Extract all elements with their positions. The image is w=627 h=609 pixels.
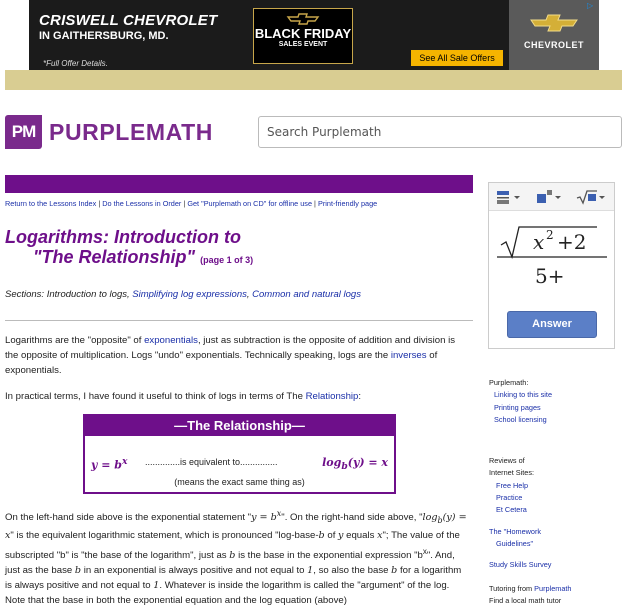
ad-see-offers-button[interactable]: See All Sale Offers xyxy=(411,50,503,66)
intro-paragraph xyxy=(5,333,467,379)
return-to-lessons-link[interactable]: Return to the Lessons Index xyxy=(5,199,97,208)
sidebar-purplemath xyxy=(489,377,552,426)
sidebar-tutoring xyxy=(489,583,571,608)
log-word: log xyxy=(322,456,342,469)
site-logo[interactable] xyxy=(5,115,213,149)
para-text: equals xyxy=(343,530,378,542)
math-expr: y xyxy=(338,530,344,542)
sidebar-survey xyxy=(489,559,551,571)
sidebar-link-linking[interactable]: Linking to this site xyxy=(494,390,553,400)
study-skills-survey-link[interactable]: Study Skills Survey xyxy=(489,560,552,569)
para-text: ". And, just as the base xyxy=(5,549,455,576)
ad-dealer-name: CRISWELL CHEVROLET xyxy=(39,12,218,29)
answer-button[interactable]: Answer xyxy=(507,311,597,338)
radical-tool-button[interactable] xyxy=(577,189,607,205)
breadcrumb xyxy=(5,199,377,208)
math-preview-exponent: 2 xyxy=(546,228,554,242)
math-expr: 1 xyxy=(153,580,160,592)
sidebar-link-et-cetera[interactable]: Et Cetera xyxy=(496,505,527,515)
math-expr: b xyxy=(391,564,398,576)
page-title-line2: "The Relationship" xyxy=(33,247,196,267)
chevrolet-bowtie-icon xyxy=(288,13,318,25)
square-root-icon xyxy=(577,189,607,205)
log-base: b xyxy=(341,461,348,473)
sidebar-link-free-help[interactable]: Free Help xyxy=(496,480,529,490)
chevrolet-logo-icon xyxy=(531,14,577,32)
relationship-box xyxy=(83,414,396,494)
sections-nav xyxy=(5,289,361,300)
ad-location: IN GAITHERSBURG, MD. xyxy=(39,30,169,42)
sidebar-link-printing[interactable]: Printing pages xyxy=(494,402,541,412)
fraction-template-icon xyxy=(497,189,523,205)
math-expr: b xyxy=(74,564,82,576)
para-text: of exponentials. xyxy=(5,350,438,377)
homework-guidelines-link[interactable]: The "Homework xyxy=(489,527,542,536)
relationship-heading: —The Relationship— xyxy=(85,416,394,436)
sidebar-link-practice[interactable]: Practice xyxy=(496,492,523,502)
power-tool-button[interactable] xyxy=(537,189,563,205)
exp-exponent: x xyxy=(121,456,128,467)
relationship-intro xyxy=(5,389,467,404)
math-sup: x xyxy=(276,509,282,518)
superscript-template-icon xyxy=(537,189,563,205)
tutoring-purplemath-link[interactable]: Purplemath xyxy=(534,584,572,593)
math-preview-x: x xyxy=(533,230,545,254)
math-expr: b xyxy=(318,530,325,542)
logarithmic-form xyxy=(322,456,388,472)
search-input[interactable] xyxy=(258,116,622,148)
para-text: : xyxy=(358,391,362,402)
purplemath-cd-link[interactable]: Get "Purplemath on CD" for offline use xyxy=(187,199,313,208)
simplifying-logs-link[interactable]: Simplifying log expressions xyxy=(132,289,247,300)
math-preview-plus: +2 xyxy=(557,230,587,254)
explanation-paragraph xyxy=(5,506,467,609)
sections-comma: , xyxy=(246,289,250,300)
log-rest: (y) = x xyxy=(347,456,388,469)
math-sub: b xyxy=(437,516,443,526)
para-text: of xyxy=(324,530,339,542)
homework-guidelines-link-cont[interactable]: Guidelines" xyxy=(496,539,534,549)
logo-mark: PM xyxy=(5,115,42,149)
math-expr: x xyxy=(377,530,383,542)
math-sup: x xyxy=(422,546,427,556)
math-expr: b xyxy=(229,549,236,561)
ad-fine-print[interactable]: *Full Offer Details. xyxy=(43,59,108,68)
exp-base: y = b xyxy=(91,458,122,472)
page-title xyxy=(5,227,253,270)
sidebar-label: Internet Sites: xyxy=(489,468,535,478)
print-friendly-link[interactable]: Print-friendly page xyxy=(317,199,378,208)
nav-bar xyxy=(5,175,473,193)
para-text: " is the equivalent logarithmic statement, which is pronounced "log-base- xyxy=(10,530,319,542)
para-text: , just as subtraction is the opposite of addition and division is the opposite of multiplication. Logs "undo" exponentials. Technically speaking, logs are the xyxy=(5,335,456,362)
math-expr: y = b xyxy=(251,512,277,524)
math-expr: 1 xyxy=(307,564,314,576)
sections-prefix: Sections: Introduction to logs, xyxy=(5,289,130,300)
para-text: , so also the base xyxy=(313,564,392,576)
math-expr: log xyxy=(422,512,438,524)
ad-event-sub: SALES EVENT xyxy=(278,41,328,48)
sidebar-reviews xyxy=(489,455,534,516)
exponential-form xyxy=(91,456,127,472)
tutoring-text: Tutoring from xyxy=(489,584,535,593)
ad-brand-name: CHEVROLET xyxy=(523,40,584,50)
logo-text: PURPLEMATH xyxy=(49,118,214,145)
page-of-label: (page 1 of 3) xyxy=(200,255,254,265)
breadcrumb-separator: | xyxy=(98,199,101,208)
ad-black-friday-badge xyxy=(253,8,353,64)
para-text: On the left-hand side above is the exponential statement " xyxy=(5,512,252,524)
local-tutor-text: Find a local math tutor xyxy=(489,596,562,606)
para-text: Logarithms are the "opposite" of xyxy=(5,335,145,346)
ad-choices-icon[interactable]: ▷ xyxy=(587,1,594,10)
para-text: ". On the right-hand side above, " xyxy=(281,512,423,524)
math-solver-widget xyxy=(488,182,615,349)
ad-event-title: BLACK FRIDAY xyxy=(254,26,352,41)
sidebar-homework xyxy=(489,526,541,551)
math-expr: (y) = x xyxy=(5,512,467,542)
relationship-subtext: (means the exact same thing as) xyxy=(174,477,305,487)
para-text: In practical terms, I have found it useful to think of logs in terms of The xyxy=(5,391,306,402)
section-divider xyxy=(5,320,473,321)
sidebar-label: Reviews of xyxy=(489,456,525,465)
breadcrumb-separator: | xyxy=(183,199,186,208)
sidebar-label: Purplemath: xyxy=(489,378,529,387)
para-text: "; The value of the subscripted "b" is "the base of the logarithm", just as xyxy=(5,530,460,561)
para-text: in an exponential is always positive and not equal to xyxy=(81,564,308,576)
relationship-link[interactable]: Relationship xyxy=(305,391,359,402)
math-preview xyxy=(497,223,607,293)
para-text: for a logarithm is always positive and not equal to xyxy=(5,564,462,592)
common-natural-logs-link[interactable]: Common and natural logs xyxy=(252,289,361,300)
ad-banner[interactable] xyxy=(29,0,599,70)
header-divider-bar xyxy=(5,70,622,90)
math-preview-denominator: 5+ xyxy=(535,264,565,288)
sidebar-link-licensing[interactable]: School licensing xyxy=(494,414,547,424)
para-text: . Whatever is inside the logarithm is called the "argument" of the log. Note that the base in both the exponential equation and the log equation (above) xyxy=(5,580,450,607)
lessons-in-order-link[interactable]: Do the Lessons in Order xyxy=(102,199,182,208)
template-tool-button[interactable] xyxy=(497,189,523,205)
exponentials-link[interactable]: exponentials xyxy=(144,335,198,346)
inverses-link[interactable]: inverses xyxy=(390,350,427,362)
equivalent-text: ..............is equivalent to............... xyxy=(145,457,278,467)
breadcrumb-separator: | xyxy=(314,199,316,208)
para-text: is the base in the exponential expression "b xyxy=(235,549,423,561)
ad-brand-panel xyxy=(509,0,599,70)
widget-toolbar xyxy=(489,183,614,211)
page-title-line1: Logarithms: Introduction to xyxy=(5,227,241,247)
